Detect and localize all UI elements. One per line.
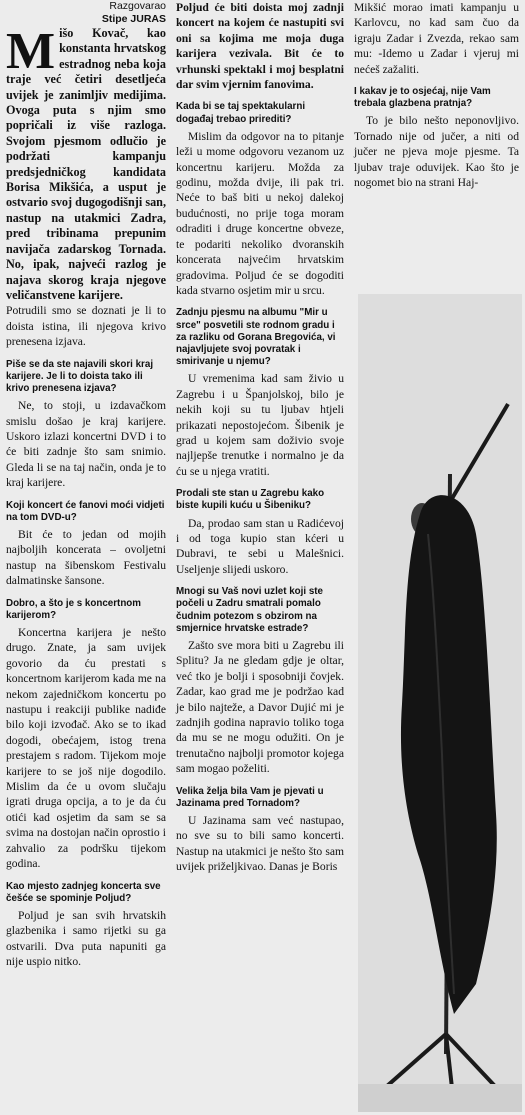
answer: Bit će to jedan od mojih najboljih koncerata – ovoljetni nastup na šibenskom Festivalu dalmatinske šansone. [6, 527, 166, 588]
answer: To je bilo nešto neponovljivo. Tornado nije od jučer, a niti od jučer ne pjeva moje pjesme. Ta ljubav traje oduvijek. Kao što je nogomet bio na strani Haj- [354, 114, 519, 190]
answer: Ne, to stoji, u izdavačkom smislu došao je kraj karijere. Uskoro izlazi koncertni DVD i to će biti zadnje što sam snimio. Gleda li se na taj način, onda je to kraj karijere. [6, 399, 166, 490]
question: I kakav je to osjećaj, nije Vam trebala glazbena pratnja? [354, 86, 491, 110]
intro-lead: išo Kovač, kao konstanta hrvatskog estradnog neba koja traje već četiri desetljeća uvijek je zanimljiv medijima. Ovoga puta s njim smo popričali iz više razloga. Svojom pjesmom odlučio je podržati kampanju predsjedničkog kandidata Borisa Mikšića, a usput je ostvario svoj dugogodišnji san, nastup na utakmici Zadra, pred tribinama prepunim navijača zadarskog Tornada. No, ipak, najveći razlog je najava skorog kraja njegove veličanstvene karijere. [6, 26, 166, 302]
question: Prodali ste stan u Zagrebu kako biste kupili kuću u Šibeniku? [176, 488, 325, 512]
photo-illustration [358, 294, 522, 1112]
answer: Koncertna karijera je nešto drugo. Znate, ja sam uvijek govorio da ću prestati s koncertnom karijerom kada me na nekom zajedničkom koncertu po nastupu i reakciji publike nadiđe bilo koji izvođač. Ako se to ikad dogodi, obećajem, istog trena prestajem s radom. Tijekom moje karijere to se još nije dogodilo. Mislim da će u ovom slučaju igrati druga opcija, a to je da ću otići kad osjetim da sam se sa svima na dostojan način oprostio i zahvalio za podršku tijekom godina. [6, 626, 166, 871]
byline-label: Razgovarao [109, 0, 166, 12]
question: Piše se da ste najavili skori kraj karijere. Je li to doista tako ili krivo prenesena izjava? [6, 358, 154, 394]
drop-cap: M [6, 23, 56, 80]
intro-rest: Potrudili smo se doznati je li to doista istina, ili njegova krivo prenesena izjava. [6, 304, 166, 349]
column-3 [354, 0, 519, 190]
intro-paragraph [6, 23, 166, 303]
question: Mnogi su Vaš novi uzlet koji ste počeli u Zadru smatrali pomalo čudnim potezom s obzirom na smjernice hrvatske estrade? [176, 586, 323, 634]
column-2 [176, 0, 344, 875]
question: Zadnju pjesmu na albumu "Mir u srce" posvetili ste rodnom gradu i za razliku od Gorana Bregovića, vi najavljujete svoj povratak i smirivanje u njemu? [176, 307, 336, 368]
column-1 [6, 0, 166, 970]
question: Velika želja bila Vam je pjevati u Jazinama pred Tornadom? [176, 785, 324, 809]
answer: Mislim da odgovor na to pitanje leži u mome odgovoru vezanom uz koncertnu karijeru. Možda za godinu, možda dvije, ili pak tri. Neće to baš biti u nekoj dalekoj budućnosti, no prije toga moram odraditi i druge koncertne obveze, te podariti nekoliko dvoranskih koncerata najvećim hrvatskim gradovima. Poljud će se dogoditi kada stvarno osjetim mir u srcu. [176, 129, 344, 297]
answer: Da, prodao sam stan u Radićevoj i od toga kupio stan kćeri u Dubravi, te sebi u Malešnici. Useljenje slijedi uskoro. [176, 516, 344, 576]
answer: Zašto sve mora biti u Zagrebu ili Splitu? Ja ne gledam gdje je oltar, već tko je bolji i sposobniji čovjek. Zadar, kao grad me je podržao kad je bilo najteže, a Davor Dujić mi je zadnjih godina napravio toliko toga da mu se ne mogu odužiti. On je trenutačno najbolji promotor kojega sam mogao poželiti. [176, 639, 344, 776]
question: Kao mjesto zadnjeg koncerta sve češće se spominje Poljud? [6, 880, 161, 904]
question: Dobro, a što je s koncertnom karijerom? [6, 597, 142, 621]
answer: U vremenima kad sam živio u Zagrebu i u Španjolskoj, bilo je nekih koji su tu ljubav htjeli prikazati nepostojećom. Šibenik je grad u kojem sam doživio svoje najljepše trenutke i normalno je da ću se u njega vratiti. [176, 372, 344, 478]
column-2-continuation [176, 0, 344, 92]
column-3-continuation: Mikšić morao imati kampanju u Karlovcu, no kad sam čuo da igraju Zadar i Zvezda, rekao sam mu: -Idemo u Zadar i vjeruj mi nećeš zažaliti. [354, 1, 519, 76]
byline-author: Stipe JURAS [101, 13, 166, 25]
column-2-bold-text: Poljud će biti doista moj zadnji koncert na kojem će nastupiti svi oni sa kojima me moja duga karijera vezivala. Bit će to vrhunski spektakl i moj besplatni dar svim vjernim fanovima. [176, 1, 344, 92]
answer: U Jazinama sam već nastupao, no sve su to bili samo koncerti. Nastup na utakmici je nešto što sam uvijek priželjkivao. Danas je Boris [176, 814, 344, 874]
question: Kada bi se taj spektakularni događaj trebao prirediti? [176, 101, 306, 125]
answer: Poljud je san svih hrvatskih glazbenika i samo rijetki su ga ostvarili. Dva puta napuniti ga nije uspio nitko. [6, 908, 166, 969]
photo-microphone-stand [358, 294, 522, 1112]
question: Koji koncert će fanovi moći vidjeti na tom DVD-u? [6, 499, 165, 523]
